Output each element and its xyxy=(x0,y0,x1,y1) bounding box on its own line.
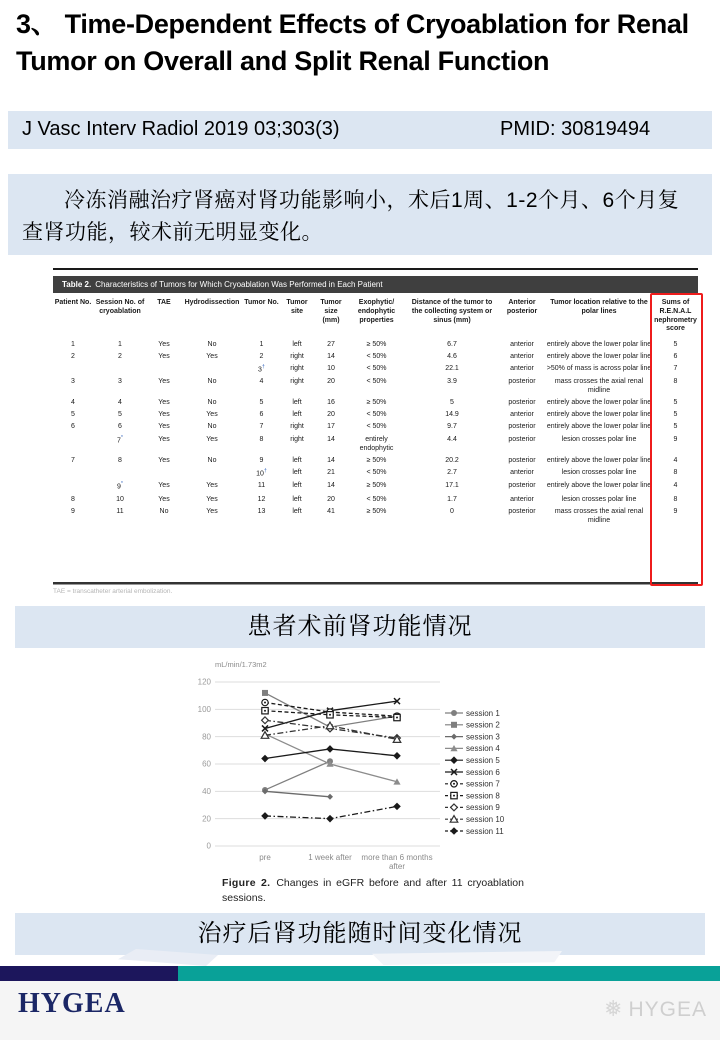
table-cell: 2 xyxy=(259,352,264,360)
table-row xyxy=(53,421,698,433)
chart-series-line xyxy=(265,761,330,790)
table-cell: Yes xyxy=(206,507,218,515)
table-cell: 8 xyxy=(118,456,122,464)
chart-series-markers xyxy=(261,731,400,785)
legend-item xyxy=(445,756,500,765)
table-cell: 5 xyxy=(450,399,454,407)
legend-item xyxy=(445,780,500,789)
table-caption-text: Characteristics of Tumors for Which Cryoablation Was Performed in Each Patient xyxy=(95,280,383,289)
table-cell: posterior xyxy=(508,378,536,386)
table-cell: 2.7 xyxy=(447,468,457,476)
table-cell: 10 xyxy=(116,495,124,503)
table-cell: anterior xyxy=(510,411,534,419)
table-cell: posterior xyxy=(508,399,536,407)
table-cell: 6.7 xyxy=(447,340,457,348)
legend-item xyxy=(445,732,500,741)
table-cell: 9 xyxy=(673,435,678,443)
table-cell: left xyxy=(292,399,302,407)
table-cell xyxy=(181,466,243,479)
table-cell: 8 xyxy=(673,468,678,476)
y-tick-label: 60 xyxy=(202,759,211,769)
table-cell: right xyxy=(290,423,304,431)
table-cell: 6 xyxy=(259,411,264,419)
table-bottom-rule xyxy=(53,582,698,585)
table-cell: 5 xyxy=(673,411,678,419)
table-cell: 5 xyxy=(71,411,75,419)
table-cell: anterior xyxy=(510,468,534,476)
column-header: Exophytic/ endophytic properties xyxy=(357,299,396,324)
figure-caption xyxy=(222,876,524,906)
legend-item xyxy=(445,815,505,824)
journal-citation: J Vasc Interv Radiol 2019 03;303(3) xyxy=(22,118,340,140)
table-cell: left xyxy=(292,482,302,490)
renal-score-highlight-box xyxy=(650,293,703,586)
table-cell: 3† xyxy=(258,363,265,374)
table-cell: right xyxy=(290,435,304,443)
table-row xyxy=(53,505,698,526)
table-cell: 1 xyxy=(118,340,122,348)
table-cell: Yes xyxy=(158,423,170,431)
table-cell: 4 xyxy=(673,482,678,490)
banner-preop-renal-function: 患者术前肾功能情况 xyxy=(15,606,705,648)
table-cell: entirely above the lower polar line xyxy=(546,482,652,490)
table-row xyxy=(53,433,698,454)
table-cell: 41 xyxy=(327,507,335,515)
table-cell: 5 xyxy=(118,411,122,419)
paper-table-panel xyxy=(38,266,702,598)
table-cell: 1 xyxy=(71,340,75,348)
column-header: Distance of the tumor to the collecting system or sinus (mm) xyxy=(411,299,493,324)
table-footnote: TAE = transcatheter arterial embolization. xyxy=(53,588,173,593)
table-cell: 20 xyxy=(327,495,335,503)
banner-postop-renal-function: 治疗后肾功能随时间变化情况 xyxy=(15,913,705,955)
footer-navy-bar xyxy=(0,966,178,981)
summary-box xyxy=(8,174,712,255)
table-cell: 6 xyxy=(71,423,75,431)
chart-series-markers xyxy=(261,803,401,823)
column-header: Tumor size (mm) xyxy=(320,299,342,324)
table-cell: < 50% xyxy=(366,364,387,372)
column-header: Hydrodissection xyxy=(184,299,240,306)
table-header-row xyxy=(53,297,698,338)
table-cell: 9 xyxy=(71,507,75,515)
journal-bar xyxy=(8,111,712,149)
table-row xyxy=(53,480,698,493)
table-cell: < 50% xyxy=(366,411,387,419)
table-cell: < 50% xyxy=(366,468,387,476)
table-cell: entirely above the lower polar line xyxy=(546,423,652,431)
table-cell: 21 xyxy=(327,468,335,476)
column-header: TAE xyxy=(157,299,171,306)
column-header: Tumor No. xyxy=(244,299,279,306)
table-cell: posterior xyxy=(508,423,536,431)
egfr-chart xyxy=(195,654,555,876)
table-cell: entirely above the lower polar line xyxy=(546,399,652,407)
table-cell: 14 xyxy=(327,456,335,464)
table-cell: 3 xyxy=(118,378,122,386)
table-cell: 17.1 xyxy=(445,482,459,490)
table-cell: anterior xyxy=(510,340,534,348)
x-tick-label: pre xyxy=(259,853,271,862)
table-caption-label: Table 2. xyxy=(62,280,92,289)
y-tick-label: 40 xyxy=(202,786,211,796)
y-tick-label: 20 xyxy=(202,814,211,824)
table-cell: anterior xyxy=(510,495,534,503)
table-cell: entirely above the lower polar line xyxy=(546,456,652,464)
table-cell: 1.7 xyxy=(447,495,457,503)
table-cell: No xyxy=(207,423,217,431)
table-cell: 0 xyxy=(450,507,454,515)
table-cell: Yes xyxy=(206,495,218,503)
table-caption xyxy=(53,276,698,293)
table-top-rule xyxy=(53,268,698,270)
table-cell: 4 xyxy=(71,399,75,407)
table-cell: Yes xyxy=(158,435,170,443)
table-cell: 14 xyxy=(327,352,335,360)
figure-2-chart-wrap xyxy=(195,654,555,876)
table-cell: 3 xyxy=(71,378,75,386)
table-cell xyxy=(53,480,93,493)
table-cell: < 50% xyxy=(366,495,387,503)
snowflake-icon: ❅ xyxy=(604,996,624,1021)
x-tick-label: 1 week after xyxy=(308,853,352,862)
table-cell xyxy=(147,362,181,375)
table-cell: No xyxy=(159,507,169,515)
table-cell: 8 xyxy=(673,378,678,386)
hygea-watermark-right xyxy=(604,996,707,1022)
table-cell: 10 xyxy=(327,364,335,372)
table-cell: Yes xyxy=(206,352,218,360)
y-tick-label: 120 xyxy=(197,677,211,687)
table-cell: Yes xyxy=(206,482,218,490)
table-cell: 5 xyxy=(673,423,678,431)
table-cell: right xyxy=(290,364,304,372)
table-cell: left xyxy=(292,495,302,503)
table-cell: anterior xyxy=(510,364,534,372)
table-cell: 12 xyxy=(257,495,266,503)
table-cell: 4 xyxy=(673,456,678,464)
table-cell: lesion crosses polar line xyxy=(561,468,637,476)
table-cell xyxy=(147,466,181,479)
table-cell xyxy=(53,362,93,375)
table-cell: Yes xyxy=(158,378,170,386)
table-cell: 14 xyxy=(327,482,335,490)
table-cell: ≥ 50% xyxy=(366,340,387,348)
table-cell: 8 xyxy=(259,435,264,443)
table-cell: entirely above the lower polar line xyxy=(546,340,652,348)
table-row xyxy=(53,362,698,375)
table-cell: 9 xyxy=(673,507,678,515)
legend-label: session 1 xyxy=(466,708,500,718)
table-cell: < 50% xyxy=(366,352,387,360)
table-cell: ≥ 50% xyxy=(366,399,387,407)
table-cell: 20 xyxy=(327,411,335,419)
table-cell: 4 xyxy=(259,378,264,386)
table-cell: 5 xyxy=(259,399,264,407)
y-tick-label: 100 xyxy=(197,704,211,714)
column-header: Tumor location relative to the polar lines xyxy=(550,299,648,315)
table-cell: 2 xyxy=(71,352,75,360)
table-cell: 3.9 xyxy=(447,378,457,386)
table-cell: 9.7 xyxy=(447,423,457,431)
table-cell: 20 xyxy=(327,378,335,386)
table-cell: entirely above the lower polar line xyxy=(546,352,652,360)
table-cell xyxy=(93,466,147,479)
table-cell: left xyxy=(292,456,302,464)
table-cell: 8 xyxy=(71,495,75,503)
table-cell: mass crosses the axial renal midline xyxy=(554,378,644,395)
table-cell: right xyxy=(290,352,304,360)
table-cell: Yes xyxy=(158,456,170,464)
table-cell: 11 xyxy=(116,507,124,515)
figure-caption-text: Changes in eGFR before and after 11 cryoablation sessions. xyxy=(222,877,524,905)
table-cell: Yes xyxy=(158,399,170,407)
table-row xyxy=(53,454,698,466)
table-cell: 10† xyxy=(256,467,267,478)
legend-item xyxy=(445,744,500,753)
table-cell: 17 xyxy=(327,423,335,431)
chart-series-line xyxy=(265,791,330,796)
table-cell: 13 xyxy=(257,507,266,515)
table-cell xyxy=(53,433,93,454)
table-cell: >50% of mass is across polar line xyxy=(546,364,652,372)
table-cell: 6 xyxy=(673,352,678,360)
pmid-label: PMID: 30819494 xyxy=(500,118,651,140)
table-cell: Yes xyxy=(158,352,170,360)
legend-label: session 3 xyxy=(466,732,500,742)
legend-item xyxy=(445,803,500,812)
table-cell: entirely endophytic xyxy=(359,435,394,452)
column-header: Anterior posterior xyxy=(506,299,538,315)
table-cell: No xyxy=(207,340,217,348)
page-title: 3、 Time-Dependent Effects of Cryoablation for Renal Tumor on Overall and Split Renal Function xyxy=(16,9,689,77)
table-cell: Yes xyxy=(158,482,170,490)
table-cell xyxy=(181,362,243,375)
table-cell: 4.6 xyxy=(447,352,457,360)
hygea-watermark-text: HYGEA xyxy=(628,998,707,1021)
table-cell: anterior xyxy=(510,352,534,360)
table-cell: 27 xyxy=(327,340,335,348)
table-cell: No xyxy=(207,378,217,386)
table-cell: No xyxy=(207,399,217,407)
table-row xyxy=(53,350,698,362)
table-row xyxy=(53,397,698,409)
table-cell: 11 xyxy=(257,482,266,490)
table-cell: 5 xyxy=(673,399,678,407)
table-cell: left xyxy=(292,468,302,476)
legend-label: session 10 xyxy=(466,815,505,824)
table-cell: lesion crosses polar line xyxy=(561,495,637,503)
tumor-characteristics-table xyxy=(53,297,698,526)
table-cell: left xyxy=(292,411,302,419)
table-cell: 7 xyxy=(71,456,75,464)
table-cell: Yes xyxy=(158,340,170,348)
legend-label: session 7 xyxy=(466,779,500,789)
table-cell: Yes xyxy=(206,435,218,443)
table-cell: 5 xyxy=(673,340,678,348)
table-cell: 4 xyxy=(118,399,122,407)
table-cell: 7 xyxy=(259,423,264,431)
table-cell: 7* xyxy=(116,434,124,444)
x-tick-label: more than 6 months after xyxy=(361,853,433,871)
column-header: Session No. of cryoablation xyxy=(95,299,145,315)
legend-label: session 9 xyxy=(466,803,500,813)
table-cell: ≥ 50% xyxy=(366,507,387,515)
table-cell: posterior xyxy=(508,482,536,490)
table-cell: right xyxy=(290,378,304,386)
table-cell: ≥ 50% xyxy=(366,482,387,490)
table-cell: lesion crosses polar line xyxy=(561,435,637,443)
table-cell: 6 xyxy=(118,423,122,431)
legend-item xyxy=(445,709,500,718)
table-cell: posterior xyxy=(508,507,536,515)
footer-teal-bar xyxy=(178,966,720,981)
table-row xyxy=(53,409,698,421)
table-cell xyxy=(53,466,93,479)
y-tick-label: 80 xyxy=(202,732,211,742)
table-cell: entirely above the lower polar line xyxy=(546,411,652,419)
table-cell: Yes xyxy=(158,495,170,503)
table-cell: 9 xyxy=(259,456,264,464)
legend-item xyxy=(445,721,500,730)
column-header: Sums of R.E.N.A.L nephrometry score xyxy=(654,299,697,333)
table-cell: 22.1 xyxy=(445,364,459,372)
table-cell: posterior xyxy=(508,456,536,464)
table-cell: left xyxy=(292,340,302,348)
table-cell: 2 xyxy=(118,352,122,360)
legend-label: session 2 xyxy=(466,720,500,730)
table-cell: left xyxy=(292,507,302,515)
table-cell: Yes xyxy=(206,411,218,419)
legend-label: session 11 xyxy=(466,826,504,836)
table-cell: 16 xyxy=(327,399,335,407)
table-head xyxy=(53,297,698,338)
table-cell: 14.9 xyxy=(445,411,459,419)
legend-label: session 5 xyxy=(466,756,500,765)
table-row xyxy=(53,338,698,350)
hygea-logo-left: HYGEA xyxy=(18,988,126,1019)
column-header: Tumor site xyxy=(286,299,308,315)
table-cell: < 50% xyxy=(366,423,387,431)
legend-item xyxy=(445,827,504,836)
table-cell: 7 xyxy=(673,364,678,372)
table-cell xyxy=(93,362,147,375)
legend-label: session 6 xyxy=(466,767,500,777)
table-cell: < 50% xyxy=(366,378,387,386)
legend-item xyxy=(445,768,500,777)
table-cell: ≥ 50% xyxy=(366,456,387,464)
table-row xyxy=(53,376,698,397)
table-cell: posterior xyxy=(508,435,536,443)
table-cell: 1 xyxy=(259,340,264,348)
table-row xyxy=(53,493,698,505)
table-cell: 9* xyxy=(116,481,124,491)
table-cell: No xyxy=(207,456,217,464)
figure-caption-label: Figure 2. xyxy=(222,877,271,889)
table-cell: Yes xyxy=(158,411,170,419)
summary-text: 冷冻消融治疗肾癌对肾功能影响小，术后1周、1-2个月、6个月复查肾功能，较术前无明显变化。 xyxy=(22,189,680,244)
table-body xyxy=(53,338,698,526)
column-header: Patient No. xyxy=(54,299,92,306)
table-cell: 14 xyxy=(327,435,335,443)
legend-label: session 8 xyxy=(466,791,500,801)
y-tick-label: 0 xyxy=(206,841,211,851)
table-cell: 20.2 xyxy=(445,456,459,464)
table-row xyxy=(53,466,698,479)
table-cell: mass crosses the axial renal midline xyxy=(554,507,644,524)
chart-series-line xyxy=(265,734,397,782)
table-cell: 4.4 xyxy=(447,435,457,443)
legend-label: session 4 xyxy=(466,744,500,754)
legend-item xyxy=(445,791,500,800)
table-cell: 8 xyxy=(673,495,678,503)
y-axis-unit-label: mL/min/1.73m2 xyxy=(215,660,267,669)
